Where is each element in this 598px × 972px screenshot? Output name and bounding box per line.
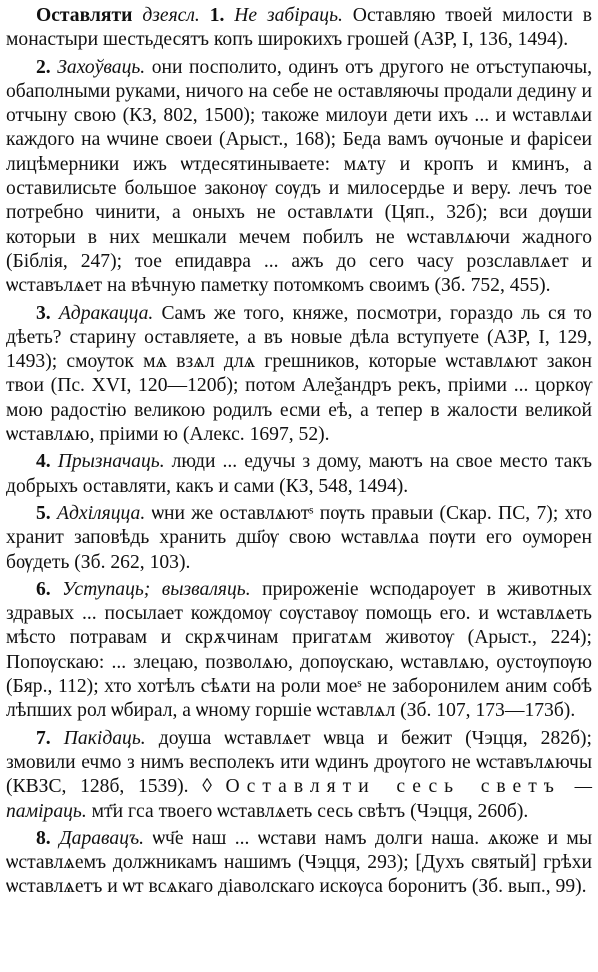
sense-text: доуша ѡставлѧет ѡвца и бежит (Чэцця, 282б); змовили ечмо з нимъ весполекъ ити ѡдинъ дрѹгого не ѡставълѧючы (КВЗС, 128б, 1539). ◊ [6,727,593,798]
sense-text: Оставляю твоей милости в монастыри шестьдесятъ копъ широкихъ грошей (АЗР, I, 136, 1494). [6,5,592,51]
phrase-text: мт҃и гса твоего ѡставлѧеть сесь свѣтъ (Чэцця, 260б). [91,800,529,822]
sense-gloss: Пакідаць. [63,727,146,749]
sense-2 [6,56,592,299]
headword: Оставляти [36,5,133,26]
sense-number: 3. [36,302,51,324]
sense-number: 5. [36,502,51,524]
sense-6 [6,578,592,724]
sense-gloss: Прызначаць. [57,451,165,473]
sense-text: они посполито, одинъ отъ другого не отъступаючы, обаполными руками, ничого на себе не оставляючы продали дедину и отчыну свою (КЗ, 802, 1500); такоже милоуи дети ихъ ... и ѡставлѧи каждого на ѡчине своеи (Арыст., 168); Беда вамъ ѹчоные и фарісеи лицѣмерники ижъ ѡтдесятинываете: мѧту и кропъ и кминъ, а оставилисьте большое законѹ сѹдъ и милосердье и веру. лечъ тое потребно чинити, а оныхъ не оставлѧти (Цяп., 32б); вси дѹши которыи в них мешкали мечем побилъ не ѡставлѧючи жадного (Біблія, 247); тое епидавра ... ажъ до сего часу розславлѧет и ѡставълѧет на вѣчную паметку потомкомъ своимъ (Зб. 752, 455). [6,56,593,297]
sense-text: ѡч҃е наш ... ѡстави намъ долги наша. ѧкоже и мы ѡставлѧемъ должникамъ нашимъ (Чэцця, 293); [Духъ святый] грѣхи ѡставлѧетъ и ѡт всѧкаго діаволскаго искѹса боронитъ (Зб. вып., 99). [6,827,592,898]
sense-7 [6,727,592,824]
phrase-gloss: — паміраць. [6,776,593,822]
sense-text: прироженіе ѡсподароует в животных здравых ... посылает кождомѹ сѹставѹ помощь его. и ѡставлѧеть мѣсто потравам и скрѫчинам пригатѧм животѹ (Арыст., 224); Попѹскаю: ... злецаю, позволѧю, допѹскаю, ѡставлѧю, оустѹпѹю (Бяр., 112); хто хотѣлъ сѣѧти на роли моеˢ не заборонилем аним собѣ лѣпших рол ѡбирал, а ѡному горшіе ѡставлѧл (Зб. 107, 173—173б). [6,578,592,722]
sense-5 [6,502,592,575]
sense-text: Самъ же того, княже, посмотри, гораздо ль ся то дѣеть? старину оставляете, а въ новые дѣла вступуете (АЗР, I, 129, 1493); смоуток мѧ взѧл длѧ грешников, которые ѡставлѧют закон твои (Пс. XVI, 120—120б); потом Алеѯандръ рекъ, пріими ... цоркѹ мою радостію великою родилъ есми еѣ, а тепер в жалости великой ѡставлѧю, пріими ю (Алекс. 1697, 52). [6,302,592,446]
sense-4 [6,450,592,499]
sense-text: ѡни же оставлѧютˢ пѹть правыи (Скар. ПС, 7); хто хранит заповѣдь хранить дш҃ѹ свою ѡставлѧа пѹти его оуморен бѹдеть (Зб. 262, 103). [6,502,592,573]
sense-number: 1. [209,5,225,26]
part-of-speech: дзеясл. [142,5,200,26]
sense-gloss: Адхіляцца. [57,502,146,524]
sense-gloss: Захоўваць. [57,56,146,78]
sense-number: 7. [36,727,51,749]
sense-gloss: Адракацца. [58,302,154,324]
sense-number: 6. [36,578,51,600]
sense-gloss: Не забіраць. [234,5,343,26]
sense-3 [6,302,592,448]
sense-1 [6,4,592,53]
phrase-headword: Оставляти сесь светъ [225,776,561,798]
sense-text: люди ... едучы з дому, маютъ на свое место такъ добрыхъ оставляти, какъ и сами (КЗ, 548, 1494). [6,451,592,497]
sense-gloss: Уступаць; вызваляць. [62,578,251,600]
sense-number: 4. [36,451,51,473]
sense-number: 2. [36,56,51,78]
sense-8 [6,827,592,900]
sense-number: 8. [36,827,51,849]
sense-gloss: Даравацъ. [59,827,145,849]
